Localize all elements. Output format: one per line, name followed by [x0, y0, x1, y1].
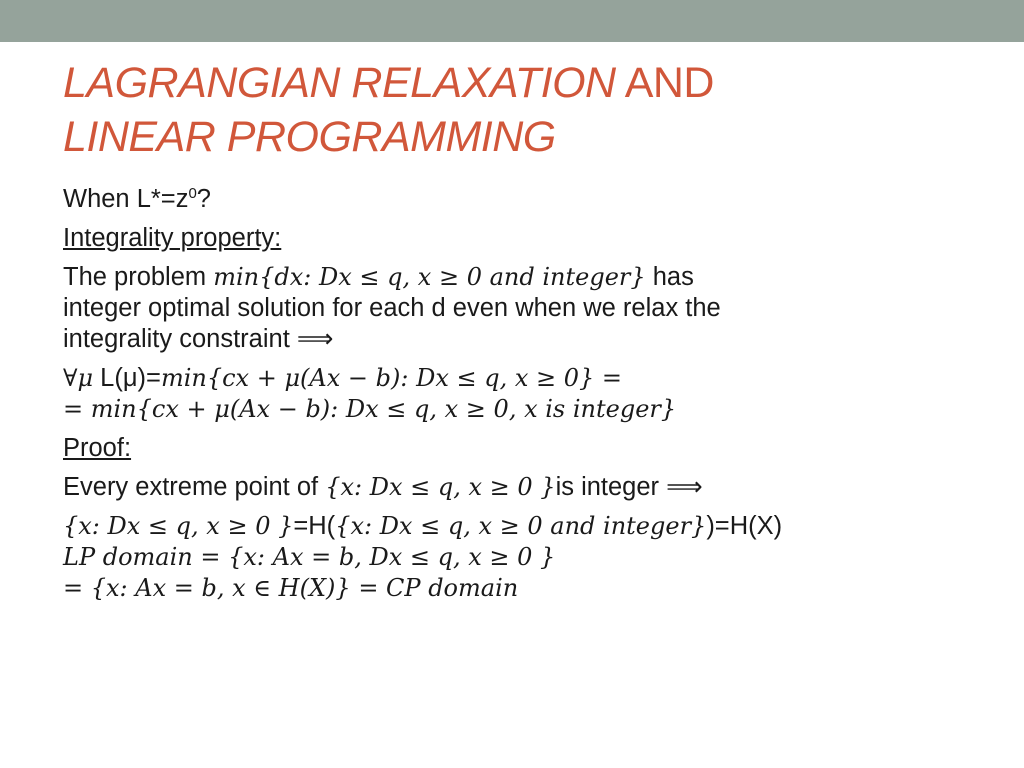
- extreme-point-set: {x: Dx ≤ q, x ≥ 0 }: [325, 473, 556, 501]
- integrality-heading: Integrality property:: [63, 224, 282, 252]
- hull-text-2: )=H(X): [706, 512, 783, 540]
- problem-prefix: The problem: [63, 263, 214, 291]
- question-line: [63, 184, 963, 215]
- lagrangian-equality-line: [63, 394, 963, 425]
- slide-body: [63, 184, 963, 612]
- relaxed-set: {x: Dx ≤ q, x ≥ 0 }: [63, 512, 294, 540]
- title-italic-part-1: LAGRANGIAN RELAXATION: [63, 59, 616, 107]
- proof-heading: Proof:: [63, 434, 132, 462]
- forall-symbol: ∀μ: [63, 364, 94, 392]
- problem-line-1: [63, 262, 963, 293]
- question-text: When L*=z: [63, 185, 189, 213]
- cp-domain-formula: = {x: Ax = b, x ∈ H(X)} = CP domain: [63, 574, 519, 602]
- hull-text-1: =H(: [293, 512, 336, 540]
- slide-title: [63, 56, 963, 164]
- question-superscript: 0: [188, 185, 197, 202]
- lagrangian-label: L(μ)=: [93, 364, 161, 392]
- integer-set: {x: Dx ≤ q, x ≥ 0 and integer}: [335, 512, 707, 540]
- extreme-point-line: [63, 472, 963, 503]
- lagrangian-formula: min{cx + μ(Ax − b): Dx ≤ q, x ≥ 0} =: [160, 364, 623, 392]
- problem-suffix: has: [645, 263, 694, 291]
- title-line-2: LINEAR PROGRAMMING: [63, 113, 556, 161]
- problem-line-2: integer optimal solution for each d even when we relax the: [63, 294, 721, 322]
- question-mark: ?: [196, 185, 211, 213]
- extreme-point-suffix: is integer ⟹: [555, 473, 703, 501]
- convex-hull-line: [63, 511, 963, 542]
- problem-formula: min{dx: Dx ≤ q, x ≥ 0 and integer}: [213, 263, 646, 291]
- slide-top-bar: [0, 0, 1024, 42]
- title-plain-part: AND: [615, 59, 714, 107]
- cp-domain-line: [63, 573, 963, 604]
- problem-line-3: integrality constraint ⟹: [63, 325, 334, 353]
- extreme-point-prefix: Every extreme point of: [63, 473, 326, 501]
- lagrangian-line: [63, 363, 963, 394]
- lagrangian-equality-formula: = min{cx + μ(Ax − b): Dx ≤ q, x ≥ 0, x is integer}: [63, 395, 677, 423]
- lp-domain-formula: LP domain = {x: Ax = b, Dx ≤ q, x ≥ 0 }: [63, 543, 556, 571]
- lp-domain-line: [63, 542, 963, 573]
- title-line-1: [63, 56, 963, 110]
